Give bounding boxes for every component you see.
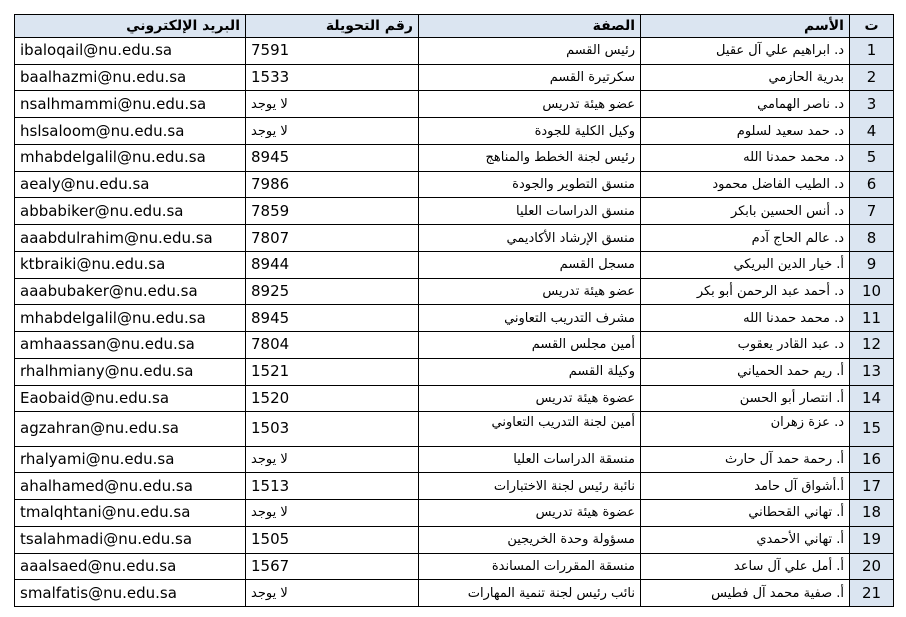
row-role: رئيس القسم	[419, 38, 641, 65]
row-email: amhaassan@nu.edu.sa	[15, 332, 246, 359]
row-role: وكيل الكلية للجودة	[419, 118, 641, 145]
row-name: أ. تهاني الأحمدي	[641, 526, 850, 553]
row-index: 10	[850, 278, 894, 305]
table-row	[15, 144, 894, 171]
table-row	[15, 526, 894, 553]
row-role: منسقة المقررات المساندة	[419, 553, 641, 580]
header-email: البريد الإلكتروني	[15, 15, 246, 38]
table-row	[15, 412, 894, 446]
row-role: سكرتيرة القسم	[419, 64, 641, 91]
row-index: 15	[850, 412, 894, 446]
row-index: 6	[850, 171, 894, 198]
row-role: عضوة هيئة تدريس	[419, 500, 641, 527]
row-email: rhalhmiany@nu.edu.sa	[15, 358, 246, 385]
row-role: أمين لجنة التدريب التعاوني	[419, 412, 641, 446]
row-index: 11	[850, 305, 894, 332]
row-index: 2	[850, 64, 894, 91]
row-extension: لا يوجد	[246, 118, 419, 145]
row-extension: 7986	[246, 171, 419, 198]
row-name: أ. صفية محمد آل فطيس	[641, 580, 850, 607]
header-extension: رقم التحويلة	[246, 15, 419, 38]
row-index: 4	[850, 118, 894, 145]
row-name: أ. انتصار أبو الحسن	[641, 385, 850, 412]
row-role: عضو هيئة تدريس	[419, 91, 641, 118]
row-index: 12	[850, 332, 894, 359]
row-email: aaalsaed@nu.edu.sa	[15, 553, 246, 580]
row-role: نائبة رئيس لجنة الاختبارات	[419, 473, 641, 500]
table-row	[15, 171, 894, 198]
row-email: mhabdelgalil@nu.edu.sa	[15, 305, 246, 332]
row-index: 13	[850, 358, 894, 385]
row-extension: 8944	[246, 251, 419, 278]
row-email: ibaloqail@nu.edu.sa	[15, 38, 246, 65]
row-extension: 1533	[246, 64, 419, 91]
row-role: عضو هيئة تدريس	[419, 278, 641, 305]
row-index: 9	[850, 251, 894, 278]
row-index: 8	[850, 225, 894, 252]
row-email: mhabdelgalil@nu.edu.sa	[15, 144, 246, 171]
row-role: منسق الإرشاد الأكاديمي	[419, 225, 641, 252]
row-role: مسؤولة وحدة الخريجين	[419, 526, 641, 553]
row-name: أ.أشواق آل حامد	[641, 473, 850, 500]
row-name: د. عالم الحاج آدم	[641, 225, 850, 252]
row-email: agzahran@nu.edu.sa	[15, 412, 246, 446]
row-email: rhalyami@nu.edu.sa	[15, 446, 246, 473]
table-header	[15, 15, 894, 38]
table-row	[15, 385, 894, 412]
row-email: Eaobaid@nu.edu.sa	[15, 385, 246, 412]
table-row	[15, 358, 894, 385]
row-index: 3	[850, 91, 894, 118]
row-email: ahalhamed@nu.edu.sa	[15, 473, 246, 500]
row-email: tmalqhtani@nu.edu.sa	[15, 500, 246, 527]
table-row	[15, 500, 894, 527]
row-email: nsalhmammi@nu.edu.sa	[15, 91, 246, 118]
row-name: د. ناصر الهمامي	[641, 91, 850, 118]
header-row	[15, 15, 894, 38]
row-extension: لا يوجد	[246, 91, 419, 118]
row-role: مسجل القسم	[419, 251, 641, 278]
row-name: أ. خيار الدين البريكي	[641, 251, 850, 278]
row-email: aealy@nu.edu.sa	[15, 171, 246, 198]
table-row	[15, 91, 894, 118]
row-name: د. أحمد عبد الرحمن أبو بكر	[641, 278, 850, 305]
row-extension: 7591	[246, 38, 419, 65]
row-index: 5	[850, 144, 894, 171]
row-extension: 8925	[246, 278, 419, 305]
row-extension: 1513	[246, 473, 419, 500]
row-index: 1	[850, 38, 894, 65]
row-extension: 8945	[246, 144, 419, 171]
row-extension: 1521	[246, 358, 419, 385]
table-row	[15, 446, 894, 473]
row-extension: 1505	[246, 526, 419, 553]
row-name: بدرية الحازمي	[641, 64, 850, 91]
row-extension: لا يوجد	[246, 580, 419, 607]
table-row	[15, 332, 894, 359]
table-body	[15, 38, 894, 607]
row-role: عضوة هيئة تدريس	[419, 385, 641, 412]
row-index: 17	[850, 473, 894, 500]
table-row	[15, 38, 894, 65]
row-index: 14	[850, 385, 894, 412]
row-email: abbabiker@nu.edu.sa	[15, 198, 246, 225]
row-extension: لا يوجد	[246, 500, 419, 527]
header-role: الصفة	[419, 15, 641, 38]
row-index: 7	[850, 198, 894, 225]
row-extension: 1567	[246, 553, 419, 580]
row-name: أ. ريم حمد الحمياني	[641, 358, 850, 385]
row-name: د. محمد حمدنا الله	[641, 144, 850, 171]
row-extension: 7804	[246, 332, 419, 359]
row-name: د. حمد سعيد لسلوم	[641, 118, 850, 145]
row-index: 18	[850, 500, 894, 527]
row-name: د. محمد حمدنا الله	[641, 305, 850, 332]
row-email: ktbraiki@nu.edu.sa	[15, 251, 246, 278]
row-index: 20	[850, 553, 894, 580]
table-row	[15, 580, 894, 607]
row-index: 19	[850, 526, 894, 553]
table-row	[15, 251, 894, 278]
table-row	[15, 118, 894, 145]
row-name: أ. أمل علي آل ساعد	[641, 553, 850, 580]
row-email: smalfatis@nu.edu.sa	[15, 580, 246, 607]
table-row	[15, 278, 894, 305]
table-row	[15, 225, 894, 252]
table-row	[15, 305, 894, 332]
row-extension: 8945	[246, 305, 419, 332]
row-email: aaabubaker@nu.edu.sa	[15, 278, 246, 305]
row-index: 21	[850, 580, 894, 607]
row-role: نائب رئيس لجنة تنمية المهارات	[419, 580, 641, 607]
row-role: مشرف التدريب التعاوني	[419, 305, 641, 332]
table-row	[15, 64, 894, 91]
row-extension: 1520	[246, 385, 419, 412]
row-role: منسق التطوير والجودة	[419, 171, 641, 198]
row-role: منسقة الدراسات العليا	[419, 446, 641, 473]
row-email: hslsaloom@nu.edu.sa	[15, 118, 246, 145]
row-index: 16	[850, 446, 894, 473]
row-name: أ. رحمة حمد آل حارث	[641, 446, 850, 473]
row-role: رئيس لجنة الخطط والمناهج	[419, 144, 641, 171]
table-row	[15, 473, 894, 500]
row-name: د. ابراهيم علي آل عقيل	[641, 38, 850, 65]
table-row	[15, 198, 894, 225]
row-extension: لا يوجد	[246, 446, 419, 473]
row-email: aaabdulrahim@nu.edu.sa	[15, 225, 246, 252]
staff-directory-table	[14, 14, 894, 607]
row-email: tsalahmadi@nu.edu.sa	[15, 526, 246, 553]
row-name: د. الطيب الفاضل محمود	[641, 171, 850, 198]
table-row	[15, 553, 894, 580]
row-role: أمين مجلس القسم	[419, 332, 641, 359]
row-extension: 7807	[246, 225, 419, 252]
row-name: د. عبد القادر يعقوب	[641, 332, 850, 359]
row-extension: 7859	[246, 198, 419, 225]
header-name: الأسم	[641, 15, 850, 38]
row-extension: 1503	[246, 412, 419, 446]
row-name: أ. تهاني القحطاني	[641, 500, 850, 527]
row-role: منسق الدراسات العليا	[419, 198, 641, 225]
row-name: د. أنس الحسين بابكر	[641, 198, 850, 225]
header-index: ت	[850, 15, 894, 38]
row-role: وكيلة القسم	[419, 358, 641, 385]
row-name: د. عزة زهران	[641, 412, 850, 446]
row-email: baalhazmi@nu.edu.sa	[15, 64, 246, 91]
